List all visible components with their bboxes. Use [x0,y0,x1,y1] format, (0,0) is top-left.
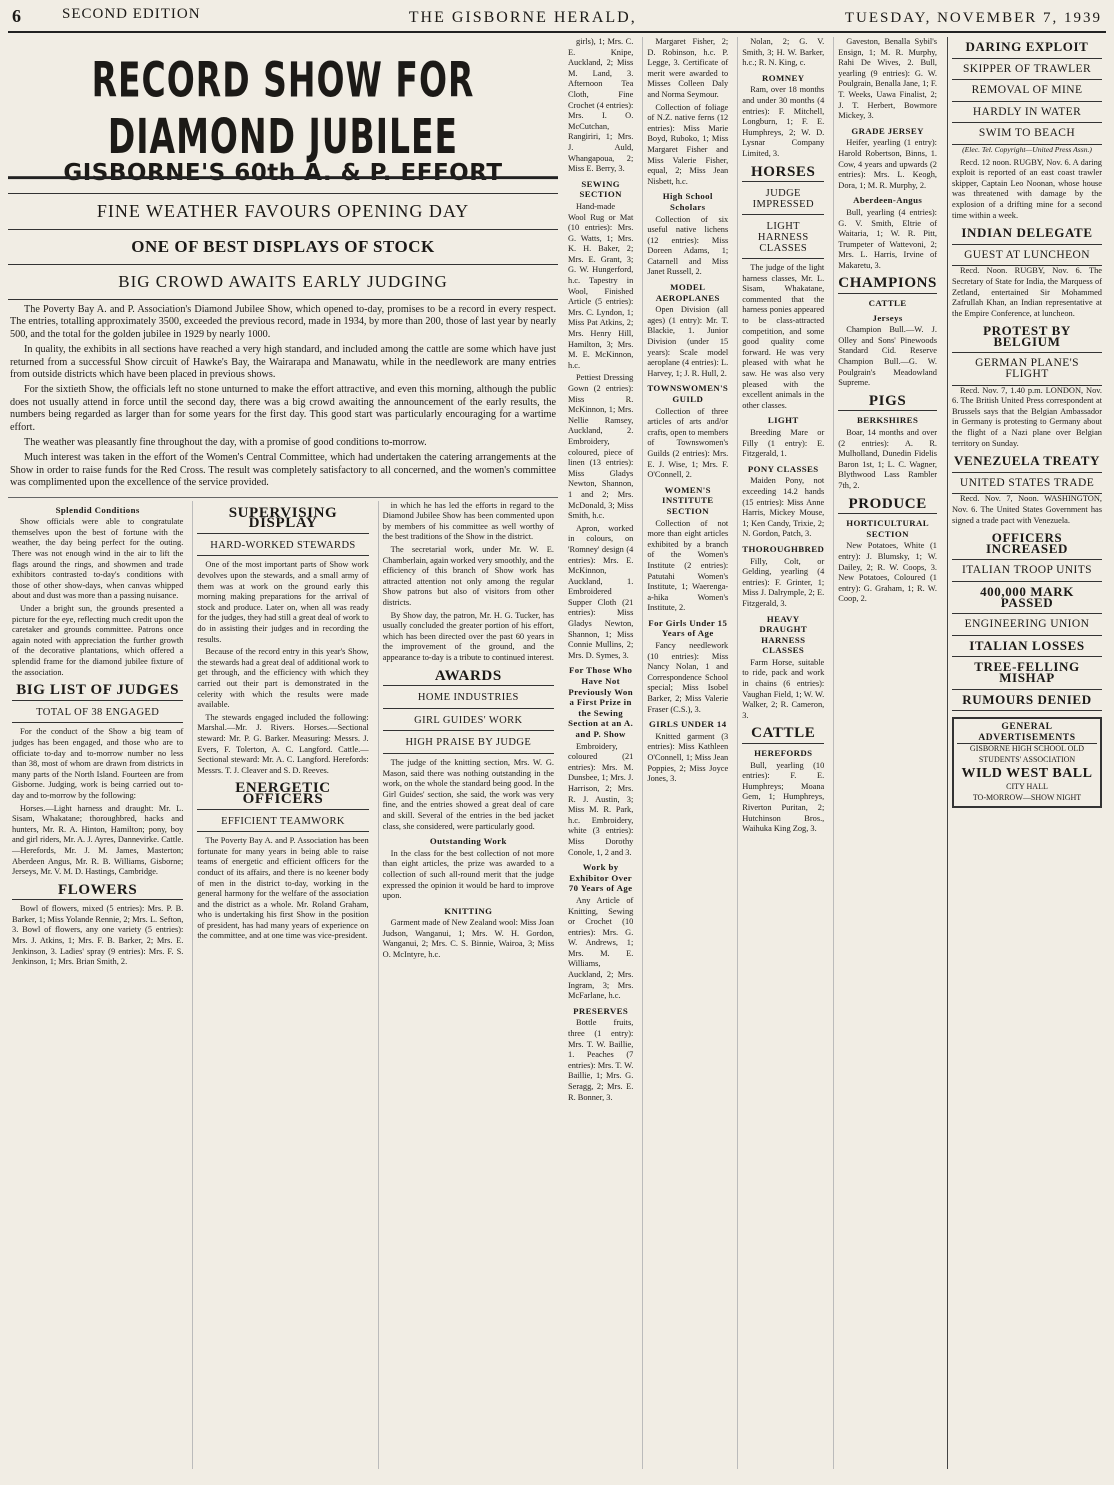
cable-headline: RUMOURS DENIED [952,690,1102,712]
article-paragraph: Bowl of flowers, mixed (5 entries): Mrs. P. B. Barker, 1; Miss Yolande Rennie, 2; Mrs. L. Sefton, 3. Bowl of flowers, any one variety (5 entries): Mrs. J. Atkins, 1; Mrs. F. B. Barker, 2; Mrs. E. Jenkinson, 3. Ladies' spray (9 entries): Mrs. F. S. Jenkinson, 1; Mrs. Brian Smith, 2. [12,904,184,967]
horses-subheadline: LIGHT HARNESS CLASSES [742,219,824,259]
column-5 [642,37,732,1469]
section-label: HEAVY DRAUGHT HARNESS CLASSES [759,613,808,656]
judges-headline: BIG LIST OF JUDGES [12,682,183,701]
champions-headline: CHAMPIONS [838,275,937,294]
section-label: Work by Exhibitor Over 70 Years of Age [568,862,633,894]
stewards-subheadline: HARD-WORKED STEWARDS [197,538,368,557]
article-paragraph: Filly, Colt, or Gelding, yearling (4 entries): F. Grinter, 1; Miss J. Dalrymple, 2; E. Fitzgerald, 3. [742,556,825,608]
copyright-line: (Elec. Tel. Copyright—United Press Assn.) [962,144,1092,154]
newspaper-title: THE GISBORNE HERALD, [408,9,637,26]
cable-headline: OFFICERS INCREASED [952,528,1102,560]
ad-main-title: WILD WEST BALL [961,765,1093,781]
article-paragraph: Show officials were able to congratulate themselves upon the best of fortune with the weather, the day being perfect for the outing. There was not enough wind in the air to lift the flags around the rings, and showmen and trade exhibitors contrasted to-day's conditions with those of other show-days, when canvas whipped about and dust was more than a passing nuisance. [12,517,184,601]
article-paragraph: Because of the record entry in this year's Show, the stewards had a great deal of additional work to get through, and the efficiency with which they carried out their part is demonstrated in the celerity with which the results were made available. [197,647,369,710]
column-4 [564,37,637,1469]
cable-news-column [947,37,1106,1469]
lead-story [8,37,558,1469]
section-label: TOWNSWOMEN'S GUILD [647,383,729,404]
cable-headline: VENEZUELA TREATY [952,451,1102,473]
awards-subheadline: HIGH PRAISE BY JUDGE [383,735,554,754]
article-paragraph: Horses.—Light harness and draught: Mr. L. Sisam, Whakatane; thoroughbred, hacks and hunters, Mr. R. A. Hinton, Hamilton; pony, boy and girl riders, Mr. A. J. Ayres, Dannevirke. Cattle.—Herefords, Mr. J. M. James, Masterton; Aberdeen Angus, Mr. R. B. Williams, Gisborne; Jerseys, Mr. V. M. D. Hastings, Cambridge. [12,803,184,877]
cable-subheadline: SWIM TO BEACH [952,123,1102,145]
article-paragraph: Collection of six useful native lichens (12 entries): Miss Doreen Adams, 1; Catarnell and Miss Janet Russell, 2. [647,214,729,277]
section-label: Aberdeen-Angus [853,195,923,206]
section-label: Jerseys [872,312,903,323]
cable-subheadline: HARDLY IN WATER [952,102,1102,124]
lead-deck-4: BIG CROWD AWAITS EARLY JUDGING [8,265,558,300]
flowers-headline: FLOWERS [12,882,183,901]
ad-line: CITY HALL [1006,782,1048,792]
intro-paragraph: For the sixtieth Show, the officials left no stone unturned to make the effort attractive, and even this morning, although the public does not usually attend in force until the second day, there was a big crowd awaiting the announcement of the early results, the numbers being regarded as larger than for some years for the first day. This good start was particularly encouraging for a wartime effort. [10,384,556,433]
subhead: Outstanding Work [429,836,507,847]
article-paragraph: Maiden Pony, not exceeding 14.2 hands (15 entries): Miss Anne Harris, Mickey Mouse, 1; Ken Candy, Trixie, 2; N. Gordon, Patch, 3. [742,476,825,539]
article-paragraph: Margaret Fisher, 2; D. Robinson, h.c. P. Legge, 3. Certificate of merit were awarded to Misses Colleen Daly and Norma Seymour. [647,37,729,99]
article-paragraph: One of the most important parts of Show work devolves upon the stewards, and a small army of them was at work on the ground early this morning making preparations for the arrival of stock and produce. Later on, when all was ready for the judges, they had still a great deal of work to do in assisting their judges and in recording the results. [197,560,369,644]
section-label: LIGHT [767,415,799,426]
article-paragraph: Collection of foliage of N.Z. native ferns (12 entries): Miss Marie Boyd, Ruboko, 1; Miss Margaret Fisher and Miss Valerie Fisher, equal, 2; Miss Jean Nisbett, h.c. [647,102,729,186]
advertisement-box [952,717,1102,808]
section-label: High School Scholars [662,191,713,212]
horses-headline: HORSES [742,164,824,183]
cable-subheadline: UNITED STATES TRADE [952,473,1102,495]
section-label: ROMNEY [762,72,805,83]
intro-paragraph: The weather was pleasantly fine throughout the day, with a promise of good conditions to-morrow. [24,437,427,449]
column-7 [833,37,941,1469]
column-6 [737,37,828,1469]
article-paragraph: Under a bright sun, the grounds presented a picture for the eye, reflecting much credit upon the caretaker and grounds committee. Patrons once again noted with appreciation the further growth of the decorative plantations, which offered a splendid frame for the diamond jubilee fixture of the association. [12,604,184,677]
masthead [8,6,1106,33]
lead-deck-2: FINE WEATHER FAVOURS OPENING DAY [8,194,558,230]
article-paragraph: Bottle fruits, three (1 entry): Mrs. T. W. Baillie, 1. Peaches (7 entries): Mrs. T. W. Baillie, 1; Mrs. G. Seragg, 2; Mrs. E. R. Bonner, 3. [568,1018,634,1102]
awards-subheadline: GIRL GUIDES' WORK [383,713,554,732]
lead-intro [8,300,558,498]
horses-subheadline: JUDGE IMPRESSED [742,186,824,215]
ad-line: GISBORNE HIGH SCHOOL OLD STUDENTS' ASSOCIATION [969,744,1085,764]
column-1 [8,501,187,1469]
cattle-headline: CATTLE [742,725,824,744]
section-label: PRESERVES [573,1005,629,1016]
cable-subheadline: ITALIAN TROOP UNITS [952,560,1102,582]
article-paragraph: Recd. Noon. RUGBY, Nov. 6. The Secretary of State for India, the Marquess of Zetland, entertained Sir Mohammed Zafrullah Khan, an Indian representative at the Empire Conference, at luncheon. [952,266,1102,318]
article-paragraph: Fancy needlework (10 entries): Miss Nancy Nolan, 1 and Correspondence School special; Miss Isobel Barker, 2; Miss Valerie Fraser (C.S.), 3. [647,641,729,714]
cable-subheadline: GERMAN PLANE'S FLIGHT [952,353,1102,385]
cable-subheadline: REMOVAL OF MINE [952,80,1102,102]
cable-headline: PROTEST BY BELGIUM [952,321,1102,353]
article-paragraph: The stewards engaged included the following: Marshal.—Mr. J. Rivers. Horses.—Sectional steward: Mr. P. G. Barker. Measuring: Messrs. J. Evers, F. Tolerton, A. C. Langford. Cattle.—Sectional steward: Mr. A. C. Langford. Herefords: Messrs. T. J. Cleaver and S. D. Reeves. [197,712,369,775]
officers-subheadline: EFFICIENT TEAMWORK [197,814,368,833]
article-paragraph: in which he has led the efforts in regard to the Diamond Jubilee Show has been commented upon by members of his committee as well worthy of the best traditions of the Show in the district. [382,500,554,542]
article-paragraph: Hand-made Wool Rug or Mat (10 entries): Mrs. G. Watts, 1; Mrs. K. H. Baker, 2; Mrs. E. Grant, 3; G. W. Hungerford, h.c. Tapestry in Wool, Finished Article (5 entries): Mrs. C. Lyndon, 1; Miss Pat Atkins, 2; Mrs. Henry Hill, Hamilton, 3; Mrs. M. E. McKinnon, h.c. [568,201,634,370]
issue-date: TUESDAY, NOVEMBER 7, 1939 [844,10,1102,26]
article-paragraph: Nolan, 2; G. V. Smith, 3; H. W. Barker, h.c.; R. N. King, c. [742,37,825,68]
section-label: HORTICULTURAL SECTION [846,518,930,539]
lead-banner-headline: RECORD SHOW FOR DIAMOND JUBILEE [8,37,558,179]
subhead: Splendid Conditions [55,504,140,515]
cable-headline: INDIAN DELEGATE [952,223,1102,245]
section-label: MODEL AEROPLANES [655,282,720,303]
cable-subheadline: SKIPPER OF TRAWLER [952,59,1102,81]
column-3 [378,501,558,1469]
judges-subheadline: TOTAL OF 38 ENGAGED [12,705,183,724]
article-paragraph: Pettiest Dressing Gown (2 entries): Miss R. McKinnon, 1; Mrs. Nellie Ramsey, Auckland, 2. Embroidery, coloured, piece of linen (13 entries): Miss Gladys Newton, Shannon, 1 and 2; Mrs. McDonald, 3; Miss Smith, h.c. [568,373,634,521]
cable-subheadline: GUEST AT LUNCHEON [952,245,1102,267]
intro-paragraph: In quality, the exhibits in all sections have reached a very high standard, and included among the cattle are some which have just returned from a successful Show circuit of Hawke's Bay, the Wairarapa and Manawatu, while in the needlework are many entries from outside districts which have been placed in previous shows. [10,344,556,381]
article-paragraph: Collection of three articles of arts and/or crafts, open to members of Townswomen's Guilds (2 entries): Mrs. E. J. Wise, 1; Mrs. F. O'Connell, 2. [647,406,729,480]
article-paragraph: Recd. Nov. 7, Noon. WASHINGTON, Nov. 6. The United States Government has signed a trade pact with Venezuela. [952,494,1102,525]
article-paragraph: Heifer, yearling (1 entry): Harold Robertson, Binns, 1. Cow, 4 years and upwards (2 entries): Mrs. L. Keogh, Dora, 1; M. R. Murphy, 2. [838,138,937,190]
produce-headline: PRODUCE [838,496,937,515]
section-label: KNITTING [444,905,493,916]
awards-subheadline: HOME INDUSTRIES [383,690,554,709]
article-paragraph: Farm Horse, suitable to ride, pack and work in chains (6 entries): Vaughan Field, 1; W. W. Walker, 2; R. Cameron, 3. [742,657,825,720]
article-paragraph: Gaveston, Benalla Sybil's Ensign, 1; M. R. Murphy, Rahi De Wives, 2. Bull, yearling (9 entries): G. W. Poulgrain, Benalla Jane, 1; F. T. Weeks, Uawa Finalist, 2; J. T. Herbert, Bowmore Mickey, 3. [838,37,937,121]
section-label: For Those Who Have Not Previously Won a First Prize in the Sewing Section at an A. and P. Show [568,665,634,739]
cable-headline: DARING EXPLOIT [952,37,1102,59]
article-paragraph: Knitted garment (3 entries): Miss Kathleen O'Connell, 1; Miss Jean Poppies, 2; Miss Joyce Jones, 3. [647,731,729,784]
article-paragraph: Recd. 12 noon. RUGBY, Nov. 6. A daring exploit is reported of an east coast trawler skipper, Captain Leo Noonan, whose house was threatened with damage by the explosion of a drifting mine for a second time within a week. [952,157,1102,220]
intro-paragraph: Much interest was taken in the effort of the Women's Central Committee, which had undertaken the catering arrangements at the Show in order to raise funds for the Red Cross. The result was completely satisfactory to all concerned, and the women's committee was complimented upon the excellence of the service provided. [10,452,556,489]
article-paragraph: The Poverty Bay A. and P. Association has been fortunate for many years in being able to raise teams of energetic and efficient officers for the conduct of its affairs, and there is no keener body of men in the district to-day, working in the general harmony for the welfare of the association and the district as a whole. Mr. Roland Graham, who is undertaking his first Show in the position of president, has had many years of experience on the committee, and at one time was vice-president. [197,836,369,941]
cable-subheadline: ENGINEERING UNION [952,614,1102,636]
article-paragraph: The judge of the knitting section, Mrs. W. G. Mason, said there was nothing outstanding in the work, on the whole the standard being good. In the Girl Guides' section, she said, the work was very fine, and the entries showed a great deal of care and skill. Several of the entries in the bed jacket class, she considered, were particularly good. [382,757,554,831]
article-paragraph: girls), 1; Mrs. C. E. Knipe, Auckland, 2; Miss M. Land, 3. Afternoon Tea Cloth, Fine Crochet (4 entries): Mrs. I. O. McCutchan, Rangiriri, 1; Mrs. J. Auld, Whangapoua, 2; Miss E. Berry, 3. [568,37,634,174]
article-paragraph: Garment made of New Zealand wool: Miss Joan Judson, Wanganui, 1; Mrs. W. H. Gordon, Wanganui, 2; Mrs. C. S. Binnie, Wairoa, 3; Miss O. McIntyre, h.c. [382,918,554,960]
stewards-headline: SUPERVISING DISPLAY [197,505,368,534]
ad-line: TO-MORROW—SHOW NIGHT [972,792,1082,802]
section-label: SEWING SECTION [579,178,622,200]
officers-headline: ENERGETIC OFFICERS [197,780,368,809]
article-paragraph: Any Article of Knitting, Sewing or Crochet (10 entries): Mrs. G. W. Andrews, 1; Mrs. M. E. Williams, Auckland, 2; Mrs. Ingram, 3; Mrs. McFarlane, h.c. [568,895,634,1001]
article-paragraph: Recd. Nov. 7, 1.40 p.m. LONDON, Nov. 6. The British United Press correspondent at Brussels says that the Belgian Ambassador in Germany is protesting to Germany about the flight of a Nazi plane over Belgian territory on Sunday. [952,385,1102,448]
edition-label: SECOND EDITION [62,6,201,22]
section-label: WOMEN'S INSTITUTE SECTION [662,484,714,516]
pigs-headline: PIGS [838,393,937,412]
article-paragraph: Breeding Mare or Filly (1 entry): E. Fitzgerald, 1. [742,428,825,459]
article-paragraph: Embroidery, coloured (21 entries): Mrs. M. Dunsbee, 1; Mrs. J. Harrison, 2; Mrs. R. J. Austin, 3; Miss M. R. Park, h.c. Embroidery, white (3 entries): Miss Dorothy Conole, 1, 2 and 3. [568,741,634,857]
article-paragraph: Open Division (all ages) (1 entry): Mr. T. Blackie, 1. Junior Division (under 15 years): Scale model aeroplane (4 entries): L. Harvey, 1; J. R. Hull, 2. [647,305,729,378]
section-label: GRADE JERSEY [851,125,924,136]
intro-paragraph: The Poverty Bay A. and P. Association's Diamond Jubilee Show, which opened to-day, promises to be a record in every respect. The entries, totalling approximately 3500, exceeded the previous record, made in 1934, by more than 200, those of last year by nearly 500, and the total for the golden jubilee in 1929 by nearly 1000. [10,304,556,340]
article-paragraph: Collection of not more than eight articles exhibited by a branch of the Women's Institute (2 entries): Patutahi Women's Institute, 1; Waerenga-a-hika Women's Institute, 2. [647,518,729,613]
article-paragraph: In the class for the best collection of not more than eight articles, the prize was awarded to a collection of such all-round merit that the judge expressed the opinion it would be hard to improve upon. [382,848,554,901]
column-2 [192,501,372,1469]
article-paragraph: For the conduct of the Show a big team of judges has been engaged, and those who are to officiate to-day and to-morrow number no less than 38, most of whom are drawn from districts in many parts of the North Island. Fourteen are from Gisborne. Judging, work is being carried out to-day and to-morrow by the following: [12,727,184,800]
cable-headline: TREE-FELLING MISHAP [952,657,1102,689]
lead-deck-3: ONE OF BEST DISPLAYS OF STOCK [8,230,558,265]
article-paragraph: Bull, yearling (10 entries): F. E. Humphreys; Moana Gem, 1; Humphreys, Riverton Puritan, 2; Hutchinson Bros., Waihuka King Zog, 3. [742,760,825,834]
awards-headline: AWARDS [383,668,554,687]
section-label: BERKSHIRES [857,415,919,426]
article-paragraph: Champion Bull.—W. J. Olley and Sons' Pinewoods Standard Cid. Reserve Champion Bull.—G. W. Poulgrain's Meadowland Supreme. [838,325,937,388]
section-label: CATTLE [868,298,907,309]
article-paragraph: Ram, over 18 months and under 30 months (4 entries): F. Mitchell, Longburn, 1; F. E. Humphreys, 2; W. D. Lysnar Company Limited, 3. [742,85,825,158]
article-paragraph: The judge of the light harness classes, Mr. L. Sisam, Whakatane, commented that the harness ponies appeared to be class-attracted competition, and some good quality come forward. He was very pleased with what he saw. He was also very pleased with the excellent animals in the other classes. [742,263,825,410]
cable-headline: 400,000 MARK PASSED [952,582,1102,614]
section-label: GIRLS UNDER 14 [649,719,727,730]
article-paragraph: Boar, 14 months and over (2 entries): A. R. Mulholland, Dunedin Fidelis Baron 1st, 1; L. C. Wagner, Blythwood Lass Rambler 7th, 2. [838,428,937,490]
ad-section-header: GENERAL ADVERTISEMENTS [957,722,1097,744]
article-paragraph: New Potatoes, White (1 entry): J. Blumsky, 1; W. Dailey, 2; R. W. Coops, 3. New Potatoes, Coloured (1 entry): G. Graham, 1; R. W. Coop, 2. [838,541,937,604]
page-number: 6 [12,6,22,26]
article-paragraph: Bull, yearling (4 entries): G. V. Smith, Eltrie of Waitaria, 1; W. R. Pitt, Trumpeter of Wattevoni, 2; Mrs. L. Harris, Irvine of Makaretu, 3. [838,207,937,270]
section-label: HEREFORDS [754,748,813,759]
newspaper-page [8,6,1106,1471]
section-label: PONY CLASSES [747,463,819,474]
article-paragraph: The secretarial work, under Mr. W. E. Chamberlain, again worked very smoothly, and the efficiency of this branch of Show work has attracted attention not only among the regular Show patrons but also of visitors from other districts. [382,545,554,608]
article-paragraph: By Show day, the patron, Mr. H. G. Tucker, has usually concluded the greater portion of his effort, which has been directed over the past 60 years in the improvement of the ground, and the appearance to-day is a tribute to continued interest. [382,610,554,662]
section-label: For Girls Under 15 Years of Age [648,617,728,639]
article-paragraph: Apron, worked in colours, on 'Romney' design (4 entries): Mrs. E. McKinnon, Auckland, 1. Embroidered Supper Cloth (21 entries): Miss Gladys Newton, Shannon, 1; Miss Connie Mullins, 2; Mrs. D. Symes, 3. [568,523,634,660]
cable-headline: ITALIAN LOSSES [952,636,1102,658]
lead-deck-1: GISBORNE'S 60th A. & P. EFFORT [8,153,558,194]
section-label: THOROUGHBRED [742,543,825,554]
